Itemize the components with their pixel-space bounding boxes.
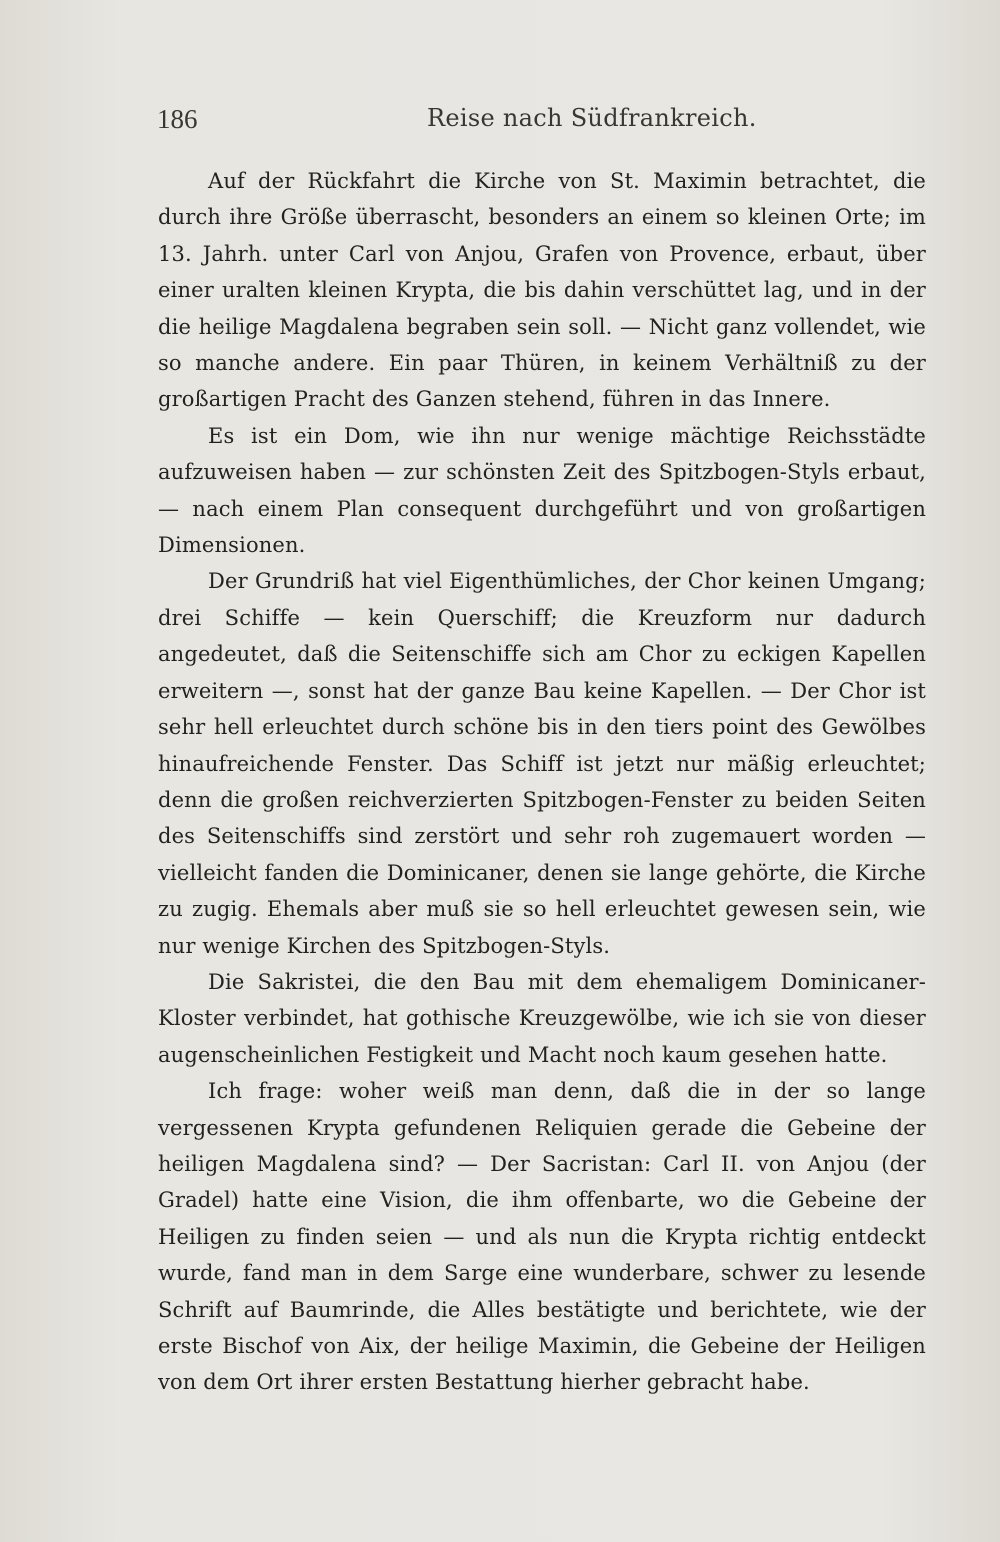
running-head bbox=[157, 104, 925, 144]
running-title: Reise nach Südfrankreich. bbox=[427, 104, 757, 132]
paragraph-2: Es ist ein Dom, wie ihn nur wenige mächtige Reichsstädte aufzuweisen haben — zur schönsten Zeit des Spitzbogen-Styls erbaut, — nach einem Plan consequent durchgeführt und von großartigen Dimensionen. bbox=[158, 423, 926, 558]
paragraph-1: Auf der Rückfahrt die Kirche von St. Maximin betrachtet, die durch ihre Größe überrascht, besonders an einem so kleinen Orte; im 13. Jahrh. unter Carl von Anjou, Grafen von Provence, erbaut, über einer uralten kleinen Krypta, die bis dahin verschüttet lag, und in der die heilige Magdalena begraben sein soll. — Nicht ganz vollendet, wie so manche andere. Ein paar Thüren, in keinem Verhältniß zu der großartigen Pracht des Ganzen stehend, führen in das Innere. bbox=[158, 169, 926, 412]
page-number: 186 bbox=[157, 104, 198, 134]
paragraph-5: Ich frage: woher weiß man denn, daß die in der so lange vergessenen Krypta gefundenen Reliquien gerade die Gebeine der heiligen Magdalena sind? — Der Sacristan: Carl II. von Anjou (der Gradel) hatte eine Vision, die ihm offenbarte, wo die Gebeine der Heiligen zu finden seien — und als nun die Krypta richtig entdeckt wurde, fand man in dem Sarge eine wunderbare, schwer zu lesende Schrift auf Baumrinde, die Alles bestätigte und berichtete, wie der erste Bischof von Aix, der heilige Maximin, die Gebeine der Heiligen von dem Ort ihrer ersten Bestattung hierher gebracht habe. bbox=[158, 1079, 926, 1395]
body-text bbox=[158, 163, 926, 1401]
paragraph-3: Der Grundriß hat viel Eigenthümliches, der Chor keinen Umgang; drei Schiffe — kein Querschiff; die Kreuzform nur dadurch angedeutet, daß die Seitenschiffe sich am Chor zu eckigen Kapellen erweitern —, sonst hat der ganze Bau keine Kapellen. — Der Chor ist sehr hell erleuchtet durch schöne bis in den tiers point des Gewölbes hinaufreichende Fenster. Das Schiff ist jetzt nur mäßig erleuchtet; denn die großen reichverzierten Spitzbogen-Fenster zu beiden Seiten des Seitenschiffs sind zerstört und sehr roh zugemauert worden — vielleicht fanden die Dominicaner, denen sie lange gehörte, die Kirche zu zugig. Ehemals aber muß sie so hell erleuchtet gewesen sein, wie nur wenige Kirchen des Spitzbogen-Styls. bbox=[158, 569, 926, 958]
paragraph-4: Die Sakristei, die den Bau mit dem ehemaligem Dominicaner-Kloster verbindet, hat gothische Kreuzgewölbe, wie ich sie von dieser augenscheinlichen Festigkeit und Macht noch kaum gesehen hatte. bbox=[158, 969, 926, 1067]
